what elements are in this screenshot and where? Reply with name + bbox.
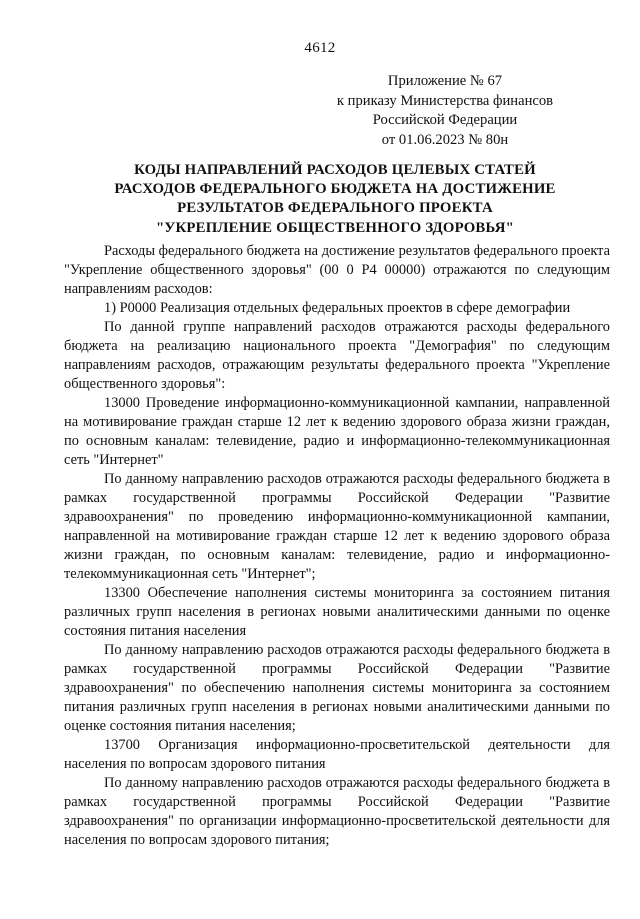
paragraph-code-13000: 13000 Проведение информационно-коммуникационной кампании, направленной на мотивирование граждан старше 12 лет к ведению здорового образа жизни граждан, по основным каналам: телевидение, радио и информационно-телекоммуникационная сеть "Интернет" — [64, 395, 610, 468]
document-title — [60, 161, 610, 238]
title-line: "УКРЕПЛЕНИЕ ОБЩЕСТВЕННОГО ЗДОРОВЬЯ" — [155, 219, 514, 236]
appendix-line: Российской Федерации — [372, 112, 518, 128]
title-line: РЕЗУЛЬТАТОВ ФЕДЕРАЛЬНОГО ПРОЕКТА — [177, 200, 493, 217]
paragraph-code-13300-description: По данному направлению расходов отражаются расходы федерального бюджета в рамках государственной программы Российской Федерации "Развитие здравоохранения" по обеспечению наполнения системы мониторинга за состоянием питания различных групп населения в регионах новыми аналитическими данными по оценке состояния питания населения; — [64, 642, 610, 734]
document-body — [64, 242, 610, 850]
paragraph-code-13700-description: По данному направлению расходов отражаются расходы федерального бюджета в рамках государственной программы Российской Федерации "Развитие здравоохранения" по организации информационно-просветительской деятельности для населения по вопросам здорового питания; — [64, 775, 610, 848]
paragraph-group-p0000: 1) Р0000 Реализация отдельных федеральных проектов в сфере демографии — [104, 300, 571, 316]
paragraph-intro: Расходы федерального бюджета на достижение результатов федерального проекта "Укрепление общественного здоровья" (00 0 Р4 00000) отражаются по следующим направлениям расходов: — [64, 243, 610, 297]
paragraph-code-13700: 13700 Организация информационно-просветительской деятельности для населения по вопросам здорового питания — [64, 737, 610, 772]
appendix-line: Приложение № 67 — [387, 73, 503, 89]
paragraph-code-13000-description: По данному направлению расходов отражаются расходы федерального бюджета в рамках государственной программы Российской Федерации "Развитие здравоохранения" по проведению информационно-коммуникационной кампании, направленной на мотивирование граждан старше 12 лет к ведению здорового образа жизни граждан, по основным каналам: телевидение, радио и информационно-телекоммуникационная сеть "Интернет"; — [64, 471, 610, 582]
page-number: 4612 — [304, 40, 336, 56]
appendix-line: от 01.06.2023 № 80н — [381, 131, 509, 148]
paragraph-group-description: По данной группе направлений расходов отражаются расходы федерального бюджета на реализацию национального проекта "Демография" по следующим направлениям расходов, отражающим результаты федерального проекта "Укрепление общественного здоровья": — [64, 319, 610, 392]
title-line: КОДЫ НАПРАВЛЕНИЙ РАСХОДОВ ЦЕЛЕВЫХ СТАТЕЙ — [134, 162, 536, 178]
appendix-block — [310, 72, 580, 150]
paragraph-code-13300: 13300 Обеспечение наполнения системы мониторинга за состоянием питания различных групп населения в регионах новыми аналитическими данными по оценке состояния питания населения — [64, 585, 610, 639]
title-line: РАСХОДОВ ФЕДЕРАЛЬНОГО БЮДЖЕТА НА ДОСТИЖЕНИЕ — [114, 181, 556, 198]
appendix-line: к приказу Министерства финансов — [336, 92, 554, 109]
